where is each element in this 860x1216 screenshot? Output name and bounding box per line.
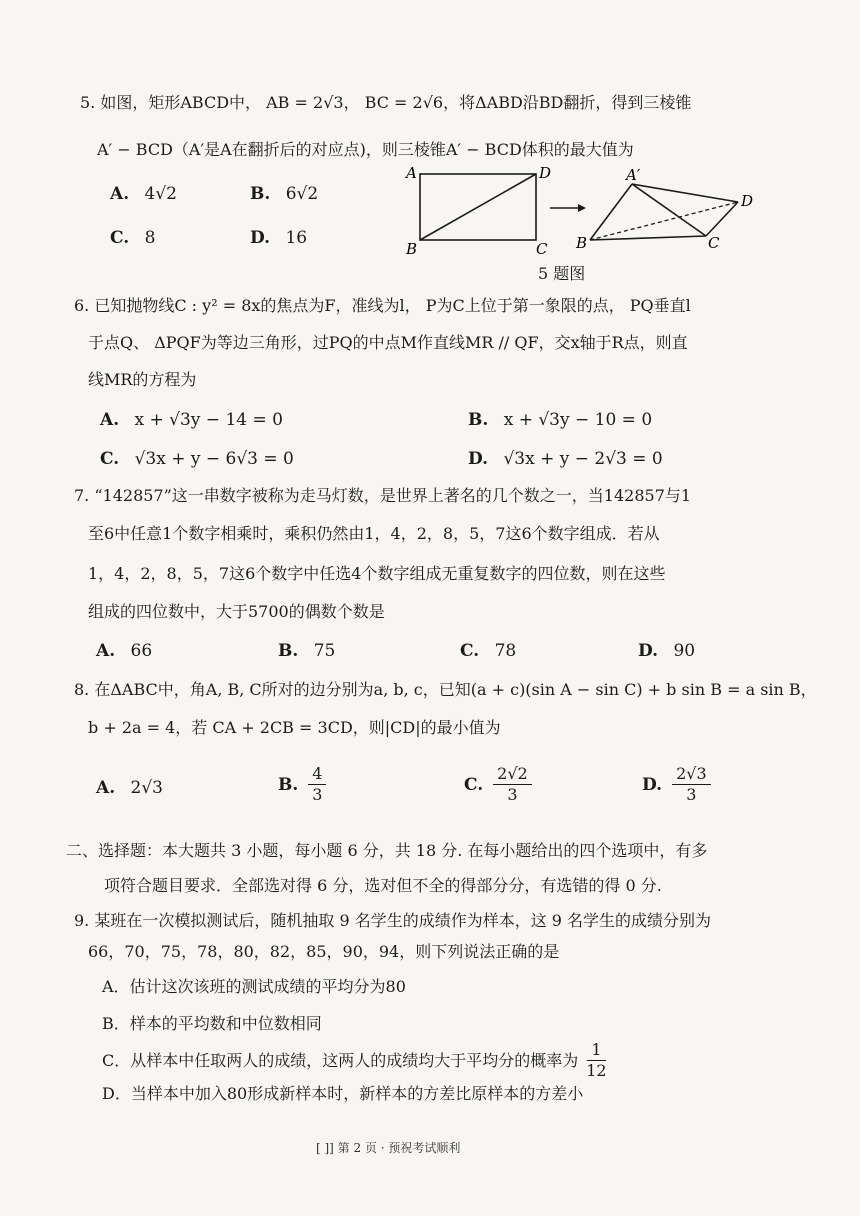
- q8-option-d-label: D.: [642, 774, 663, 795]
- q6-option-d-text: √3x + y − 2√3 = 0: [503, 449, 663, 469]
- q7-option-a-label: A.: [96, 641, 116, 661]
- q7-option-a-text: 66: [130, 641, 153, 661]
- q6-option-c-label: C.: [100, 449, 120, 469]
- q9-option-b: B．样本的平均数和中位数相同: [102, 1014, 322, 1033]
- q8-option-a-label: A.: [96, 778, 116, 798]
- q8-option-c-numerator: 2√2: [493, 764, 532, 785]
- q7-option-c-text: 78: [494, 641, 517, 661]
- q7-option-a: [96, 640, 152, 662]
- q8-option-b-numerator: 4: [308, 764, 326, 785]
- q6-option-a: [100, 409, 283, 431]
- fold-arrow-icon: [550, 204, 586, 212]
- q7-stem-line3: 1，4，2，8，5，7这6个数字中任选4个数字组成无重复数字的四位数，则在这些: [88, 564, 666, 583]
- q6-option-d-label: D.: [468, 449, 489, 469]
- q7-stem-line2: 至6中任意1个数字相乘时，乘积仍然由1，4，2，8，5，7这6个数字组成．若从: [88, 524, 660, 543]
- rect-label-b: B: [406, 240, 418, 258]
- q8-stem-line2: b + 2a = 4，若 CA + 2CB = 3CD，则|CD|的最小值为: [88, 718, 501, 737]
- q5-option-c-label: C.: [110, 228, 130, 248]
- q8-option-a-text: 2√3: [130, 778, 163, 798]
- q7-option-b-label: B.: [278, 641, 299, 661]
- q5-option-b-text: 6√2: [285, 184, 319, 204]
- q8-option-b-fraction: [308, 764, 326, 805]
- q6-option-c-text: √3x + y − 6√3 = 0: [134, 449, 294, 469]
- q8-option-d: [642, 764, 711, 805]
- q5-option-d: [250, 227, 307, 249]
- q7-option-b-text: 75: [313, 641, 336, 661]
- q5-option-a-label: A.: [110, 184, 130, 204]
- q5-stem-line2: A′ − BCD（A′是A在翻折后的对应点)，则三棱锥A′ − BCD体积的最大值为: [97, 140, 634, 159]
- q9-option-c-numerator: 1: [587, 1040, 605, 1061]
- q5-option-d-label: D.: [250, 228, 271, 248]
- q6-option-c: [100, 448, 294, 470]
- q9-option-a: A．估计这次该班的测试成绩的平均分为80: [102, 977, 406, 996]
- pyramid-label-b: B: [576, 234, 588, 252]
- q6-option-a-label: A.: [100, 410, 120, 430]
- q8-stem-line1: 8. 在ΔABC中，角A, B, C所对的边分别为a, b, c，已知(a + c)(sin A − sin C) + b sin B = a sin B，: [74, 680, 817, 699]
- q9-option-d: D．当样本中加入80形成新样本时，新样本的方差比原样本的方差小: [102, 1084, 584, 1103]
- pyramid-label-c: C: [708, 234, 720, 252]
- q9-option-c: [102, 1040, 611, 1081]
- q5-option-a-text: 4√2: [144, 184, 177, 204]
- q7-option-b: [278, 640, 335, 662]
- q5-option-c-text: 8: [144, 228, 156, 248]
- q7-option-d-text: 90: [673, 641, 696, 661]
- q7-option-d: [638, 640, 695, 662]
- q8-option-d-fraction: [672, 764, 711, 805]
- q5-option-b-label: B.: [250, 184, 271, 204]
- pyramid-label-d: D: [741, 192, 754, 210]
- q9-option-c-denominator: 12: [586, 1061, 607, 1080]
- q8-option-c: [464, 764, 532, 805]
- q6-option-b-text: x + √3y − 10 = 0: [503, 410, 653, 430]
- rect-label-a: A: [406, 164, 417, 182]
- q9-option-c-fraction: [582, 1040, 610, 1081]
- q6-option-a-text: x + √3y − 14 = 0: [134, 410, 283, 430]
- q8-option-b-denominator: 3: [312, 785, 323, 804]
- section2-heading-line1: 二、选择题：本大题共 3 小题，每小题 6 分，共 18 分. 在每小题给出的四个选项中，有多: [66, 841, 708, 860]
- rect-label-d: D: [539, 164, 552, 182]
- q6-stem-line1: 6. 已知抛物线C : y² = 8x的焦点为F，准线为l， P为C上位于第一象限的点， PQ垂直l: [74, 296, 691, 315]
- q6-option-b: [468, 409, 652, 431]
- q6-stem-line2: 于点Q、 ΔPQF为等边三角形，过PQ的中点M作直线MR // QF，交x轴于R点，则直: [88, 333, 688, 352]
- q8-option-d-denominator: 3: [686, 785, 697, 804]
- q7-option-c-label: C.: [460, 641, 480, 661]
- q5-option-c: [110, 227, 155, 249]
- pyramid-label-a-prime: A′: [626, 166, 641, 184]
- q5-option-b: [250, 183, 318, 205]
- q9-stem-line1: 9. 某班在一次模拟测试后，随机抽取 9 名学生的成绩作为样本，这 9 名学生的成绩分别为: [74, 911, 712, 930]
- q8-option-b: [278, 764, 326, 805]
- q5-option-a: [110, 183, 177, 205]
- q7-option-c: [460, 640, 516, 662]
- q8-option-c-label: C.: [464, 774, 484, 795]
- q6-stem-line3: 线MR的方程为: [88, 370, 197, 389]
- q8-option-b-label: B.: [278, 774, 299, 795]
- pyramid-a-bcd: [590, 184, 738, 240]
- q5-stem-line1: 5. 如图，矩形ABCD中， AB = 2√3， BC = 2√6，将ΔABD沿BD翻折，得到三棱锥: [80, 93, 692, 112]
- q7-stem-line4: 组成的四位数中，大于5700的偶数个数是: [88, 602, 385, 621]
- page-footer: [ ]] 第 2 页 · 预祝考试顺利: [316, 1141, 461, 1155]
- q5-figure: [400, 160, 770, 260]
- q8-option-c-denominator: 3: [507, 785, 518, 804]
- q6-option-d: [468, 448, 663, 470]
- q7-stem-line1: 7. “142857”这一串数字被称为走马灯数，是世界上著名的几个数之一，当142857与1: [74, 486, 692, 505]
- q5-option-d-text: 16: [285, 228, 308, 248]
- q8-option-a: [96, 777, 163, 799]
- q9-stem-line2: 66，70，75，78，80，82，85，90，94，则下列说法正确的是: [88, 942, 560, 961]
- q6-option-b-label: B.: [468, 410, 489, 430]
- q9-option-c-text: C．从样本中任取两人的成绩，这两人的成绩均大于平均分的概率为: [102, 1050, 579, 1070]
- q7-option-d-label: D.: [638, 641, 659, 661]
- q5-figure-caption: 5 题图: [538, 264, 586, 283]
- q8-option-c-fraction: [493, 764, 532, 805]
- q8-option-d-numerator: 2√3: [672, 764, 711, 785]
- rect-label-c: C: [536, 240, 548, 258]
- section2-heading-line2: 项符合题目要求．全部选对得 6 分，选对但不全的得部分分，有选错的得 0 分.: [104, 876, 662, 895]
- diagonal-bd: [420, 174, 536, 240]
